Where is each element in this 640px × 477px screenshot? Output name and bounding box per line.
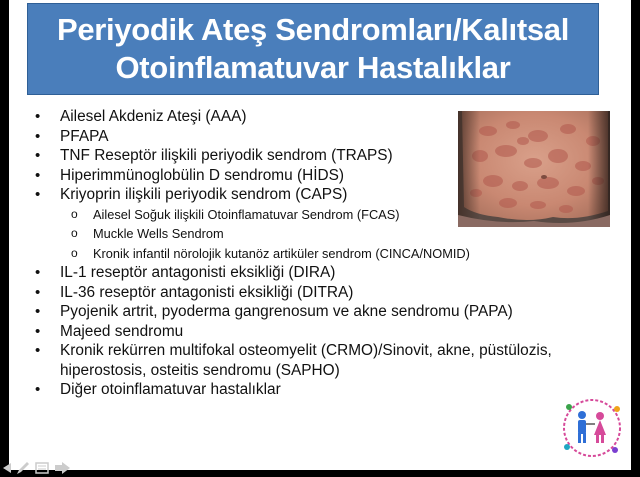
list-item: • PFAPA bbox=[31, 127, 591, 147]
list-item: • Pyojenik artrit, pyoderma gangrenosum ve akne sendromu (PAPA) bbox=[31, 302, 591, 322]
sub-list-item: o Ailesel Soğuk ilişkili Otoinflamatuvar Sendrom (FCAS) bbox=[31, 205, 591, 225]
slides-icon[interactable] bbox=[36, 463, 48, 473]
list-item: • Diğer otoinflamatuvar hastalıklar bbox=[31, 380, 591, 400]
list-item: • Kriyoprin ilişkili periyodik sendrom (CAPS) bbox=[31, 185, 591, 205]
slide bbox=[9, 0, 631, 470]
forward-arrow-icon[interactable] bbox=[55, 462, 70, 474]
list-item: • IL-1 reseptör antagonisti eksikliği (DIRA) bbox=[31, 263, 591, 283]
list-item: • Kronik rekürren multifokal osteomyelit (CRMO)/Sinovit, akne, püstülozis, hiperostosis, osteitis sendromu (SAPHO) bbox=[31, 341, 590, 380]
list-item: • Majeed sendromu bbox=[31, 322, 591, 342]
list-item: • IL-36 reseptör antagonisti eksikliği (DITRA) bbox=[31, 283, 591, 303]
sub-list-item: o Kronik infantil nörolojik kutanöz artiküler sendrom (CINCA/NOMID) bbox=[31, 244, 591, 264]
slide-toolbar bbox=[0, 460, 80, 477]
slide-title-box bbox=[27, 3, 599, 95]
sub-list-item: o Muckle Wells Sendrom bbox=[31, 224, 591, 244]
title-line-2: Otoinflamatuvar Hastalıklar bbox=[115, 50, 511, 85]
back-arrow-icon[interactable] bbox=[3, 463, 11, 473]
wordday-logo bbox=[557, 395, 627, 461]
list-item: • Hiperimmünoglobülin D sendromu (HİDS) bbox=[31, 166, 591, 186]
title-line-1: Periyodik Ateş Sendromları/Kalıtsal bbox=[56, 12, 570, 47]
rash-photo bbox=[458, 111, 610, 227]
pen-icon[interactable] bbox=[17, 462, 29, 474]
list-item: • TNF Reseptör ilişkili periyodik sendrom (TRAPS) bbox=[31, 146, 591, 166]
list-item: • Ailesel Akdeniz Ateşi (AAA) bbox=[31, 107, 591, 127]
